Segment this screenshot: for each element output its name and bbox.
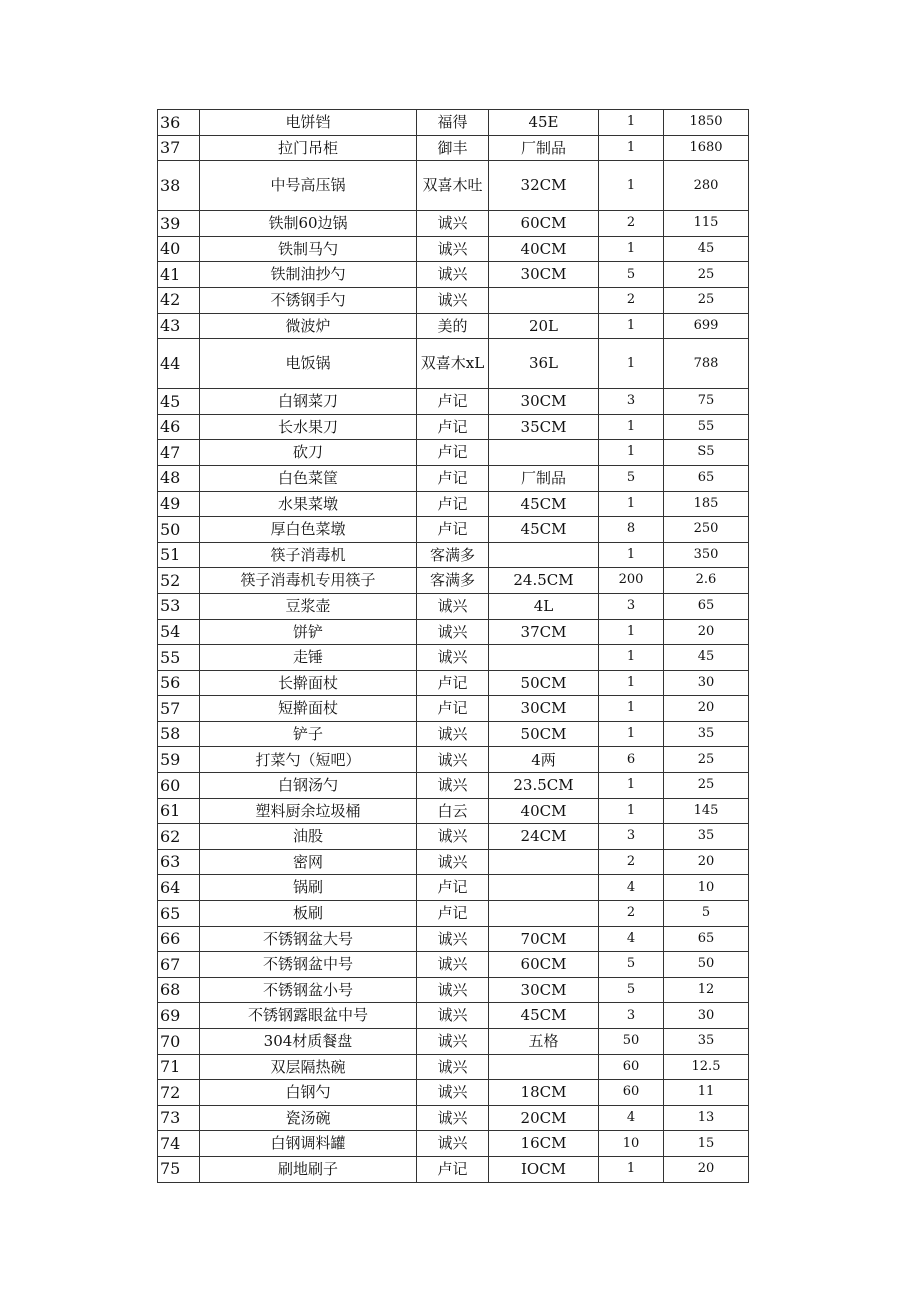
item-quantity: 200 [599, 568, 664, 594]
item-quantity: 8 [599, 517, 664, 543]
item-brand: 诚兴 [417, 262, 489, 288]
item-spec: 20CM [489, 1105, 599, 1131]
row-number: 75 [158, 1156, 200, 1182]
table-row [158, 389, 749, 415]
item-price: 30 [664, 1003, 749, 1029]
table-row [158, 1080, 749, 1106]
table-row [158, 773, 749, 799]
item-spec: 24.5CM [489, 568, 599, 594]
item-price: 250 [664, 517, 749, 543]
row-number: 51 [158, 542, 200, 568]
item-price: 185 [664, 491, 749, 517]
item-spec: 50CM [489, 670, 599, 696]
item-price: 1680 [664, 135, 749, 161]
item-price: 1850 [664, 110, 749, 136]
item-spec: 30CM [489, 389, 599, 415]
item-brand: 卢记 [417, 465, 489, 491]
row-number: 69 [158, 1003, 200, 1029]
item-brand: 客满多 [417, 542, 489, 568]
item-spec: 45CM [489, 491, 599, 517]
item-quantity: 2 [599, 849, 664, 875]
row-number: 50 [158, 517, 200, 543]
item-spec: 35CM [489, 414, 599, 440]
item-name: 塑料厨余垃圾桶 [200, 798, 417, 824]
row-number: 38 [158, 161, 200, 211]
item-brand: 诚兴 [417, 1029, 489, 1055]
row-number: 60 [158, 773, 200, 799]
item-price: 65 [664, 465, 749, 491]
item-quantity: 3 [599, 389, 664, 415]
item-quantity: 50 [599, 1029, 664, 1055]
table-row [158, 1105, 749, 1131]
item-price: 12.5 [664, 1054, 749, 1080]
table-row [158, 211, 749, 237]
item-price: S5 [664, 440, 749, 466]
item-brand: 卢记 [417, 1156, 489, 1182]
row-number: 73 [158, 1105, 200, 1131]
item-brand: 双喜木吐 [417, 161, 489, 211]
item-spec: 23.5CM [489, 773, 599, 799]
item-quantity: 6 [599, 747, 664, 773]
table-row [158, 1054, 749, 1080]
item-price: 50 [664, 952, 749, 978]
table-row [158, 798, 749, 824]
item-quantity: 10 [599, 1131, 664, 1157]
item-quantity: 1 [599, 542, 664, 568]
row-number: 64 [158, 875, 200, 901]
row-number: 46 [158, 414, 200, 440]
item-quantity: 1 [599, 773, 664, 799]
item-brand: 卢记 [417, 491, 489, 517]
item-price: 25 [664, 262, 749, 288]
item-name: 中号高压锅 [200, 161, 417, 211]
item-spec: 厂制品 [489, 465, 599, 491]
item-price: 11 [664, 1080, 749, 1106]
row-number: 49 [158, 491, 200, 517]
item-name: 铲子 [200, 721, 417, 747]
item-spec: 30CM [489, 696, 599, 722]
table-row [158, 414, 749, 440]
item-spec: 36L [489, 339, 599, 389]
item-quantity: 3 [599, 1003, 664, 1029]
table-row [158, 952, 749, 978]
table-row [158, 977, 749, 1003]
item-name: 拉门吊柜 [200, 135, 417, 161]
table-row [158, 875, 749, 901]
item-quantity: 1 [599, 645, 664, 671]
item-price: 20 [664, 619, 749, 645]
row-number: 44 [158, 339, 200, 389]
item-quantity: 5 [599, 952, 664, 978]
item-quantity: 1 [599, 440, 664, 466]
item-brand: 卢记 [417, 389, 489, 415]
table-row [158, 619, 749, 645]
item-quantity: 2 [599, 901, 664, 927]
item-price: 699 [664, 313, 749, 339]
item-name: 白钢菜刀 [200, 389, 417, 415]
item-price: 788 [664, 339, 749, 389]
table-row [158, 1029, 749, 1055]
item-name: 不锈钢盆小号 [200, 977, 417, 1003]
item-quantity: 60 [599, 1080, 664, 1106]
item-name: 板刷 [200, 901, 417, 927]
table-row [158, 161, 749, 211]
row-number: 40 [158, 236, 200, 262]
item-quantity: 1 [599, 619, 664, 645]
item-quantity: 1 [599, 721, 664, 747]
table-row [158, 568, 749, 594]
item-name: 油股 [200, 824, 417, 850]
item-quantity: 1 [599, 670, 664, 696]
item-name: 走锤 [200, 645, 417, 671]
item-name: 锅刷 [200, 875, 417, 901]
inventory-table [157, 109, 749, 1183]
table-row [158, 926, 749, 952]
item-price: 25 [664, 287, 749, 313]
item-brand: 诚兴 [417, 593, 489, 619]
item-brand: 卢记 [417, 517, 489, 543]
row-number: 70 [158, 1029, 200, 1055]
table-body [158, 110, 749, 1183]
row-number: 67 [158, 952, 200, 978]
table-row [158, 440, 749, 466]
item-quantity: 2 [599, 287, 664, 313]
item-price: 2.6 [664, 568, 749, 594]
item-spec: 32CM [489, 161, 599, 211]
item-price: 280 [664, 161, 749, 211]
item-price: 20 [664, 696, 749, 722]
item-price: 25 [664, 747, 749, 773]
row-number: 63 [158, 849, 200, 875]
item-name: 刷地刷子 [200, 1156, 417, 1182]
item-brand: 诚兴 [417, 773, 489, 799]
item-quantity: 3 [599, 824, 664, 850]
item-quantity: 1 [599, 798, 664, 824]
item-spec: 20L [489, 313, 599, 339]
table-row [158, 696, 749, 722]
row-number: 57 [158, 696, 200, 722]
item-price: 10 [664, 875, 749, 901]
item-spec: 45CM [489, 1003, 599, 1029]
item-spec: 45E [489, 110, 599, 136]
item-name: 电饼铛 [200, 110, 417, 136]
row-number: 65 [158, 901, 200, 927]
item-quantity: 1 [599, 313, 664, 339]
item-spec [489, 542, 599, 568]
item-brand: 诚兴 [417, 645, 489, 671]
item-brand: 诚兴 [417, 926, 489, 952]
item-brand: 卢记 [417, 670, 489, 696]
item-name: 白钢汤勺 [200, 773, 417, 799]
item-spec: 30CM [489, 977, 599, 1003]
item-price: 30 [664, 670, 749, 696]
item-price: 35 [664, 721, 749, 747]
item-name: 瓷汤碗 [200, 1105, 417, 1131]
item-price: 75 [664, 389, 749, 415]
item-brand: 卢记 [417, 875, 489, 901]
item-brand: 卢记 [417, 440, 489, 466]
row-number: 56 [158, 670, 200, 696]
item-quantity: 5 [599, 262, 664, 288]
row-number: 55 [158, 645, 200, 671]
item-brand: 诚兴 [417, 952, 489, 978]
item-spec: 70CM [489, 926, 599, 952]
item-name: 铁制马勺 [200, 236, 417, 262]
table-row [158, 1003, 749, 1029]
item-name: 304材质餐盘 [200, 1029, 417, 1055]
item-name: 水果菜墩 [200, 491, 417, 517]
item-spec [489, 901, 599, 927]
item-brand: 美的 [417, 313, 489, 339]
row-number: 45 [158, 389, 200, 415]
item-name: 不锈钢露眼盆中号 [200, 1003, 417, 1029]
item-quantity: 1 [599, 491, 664, 517]
item-brand: 诚兴 [417, 849, 489, 875]
item-spec: 40CM [489, 236, 599, 262]
item-name: 电饭锅 [200, 339, 417, 389]
table-row [158, 517, 749, 543]
item-name: 长擀面杖 [200, 670, 417, 696]
item-brand: 诚兴 [417, 747, 489, 773]
item-brand: 白云 [417, 798, 489, 824]
item-spec [489, 875, 599, 901]
item-quantity: 1 [599, 135, 664, 161]
item-name: 白色菜筐 [200, 465, 417, 491]
item-brand: 诚兴 [417, 1105, 489, 1131]
item-name: 不锈钢盆中号 [200, 952, 417, 978]
item-spec: 45CM [489, 517, 599, 543]
item-brand: 御丰 [417, 135, 489, 161]
table-row [158, 1156, 749, 1182]
item-brand: 客满多 [417, 568, 489, 594]
item-spec [489, 287, 599, 313]
item-quantity: 4 [599, 926, 664, 952]
table-row [158, 313, 749, 339]
item-spec: 60CM [489, 211, 599, 237]
item-price: 15 [664, 1131, 749, 1157]
item-name: 密网 [200, 849, 417, 875]
item-brand: 诚兴 [417, 721, 489, 747]
item-name: 厚白色菜墩 [200, 517, 417, 543]
row-number: 68 [158, 977, 200, 1003]
item-name: 白钢勺 [200, 1080, 417, 1106]
item-brand: 福得 [417, 110, 489, 136]
item-brand: 诚兴 [417, 1131, 489, 1157]
item-quantity: 4 [599, 1105, 664, 1131]
table-row [158, 721, 749, 747]
item-price: 20 [664, 849, 749, 875]
table-row [158, 287, 749, 313]
item-brand: 诚兴 [417, 619, 489, 645]
item-name: 短擀面杖 [200, 696, 417, 722]
table-row [158, 670, 749, 696]
row-number: 43 [158, 313, 200, 339]
row-number: 61 [158, 798, 200, 824]
row-number: 39 [158, 211, 200, 237]
item-price: 35 [664, 1029, 749, 1055]
item-spec [489, 849, 599, 875]
item-spec: 40CM [489, 798, 599, 824]
item-spec: 30CM [489, 262, 599, 288]
item-price: 13 [664, 1105, 749, 1131]
item-name: 砍刀 [200, 440, 417, 466]
item-spec: 五格 [489, 1029, 599, 1055]
item-brand: 卢记 [417, 901, 489, 927]
row-number: 42 [158, 287, 200, 313]
item-name: 不锈钢手勺 [200, 287, 417, 313]
item-spec: 4两 [489, 747, 599, 773]
item-price: 12 [664, 977, 749, 1003]
item-name: 长水果刀 [200, 414, 417, 440]
item-quantity: 1 [599, 339, 664, 389]
item-name: 铁制60边锅 [200, 211, 417, 237]
item-price: 5 [664, 901, 749, 927]
item-brand: 诚兴 [417, 977, 489, 1003]
item-price: 145 [664, 798, 749, 824]
row-number: 48 [158, 465, 200, 491]
item-brand: 诚兴 [417, 824, 489, 850]
item-price: 45 [664, 645, 749, 671]
item-name: 筷子消毒机 [200, 542, 417, 568]
item-quantity: 1 [599, 414, 664, 440]
table-row [158, 901, 749, 927]
item-quantity: 5 [599, 465, 664, 491]
item-brand: 诚兴 [417, 287, 489, 313]
item-price: 20 [664, 1156, 749, 1182]
row-number: 72 [158, 1080, 200, 1106]
row-number: 36 [158, 110, 200, 136]
item-spec: 50CM [489, 721, 599, 747]
row-number: 54 [158, 619, 200, 645]
item-quantity: 4 [599, 875, 664, 901]
table-row [158, 1131, 749, 1157]
table-row [158, 645, 749, 671]
item-brand: 诚兴 [417, 236, 489, 262]
item-price: 115 [664, 211, 749, 237]
row-number: 62 [158, 824, 200, 850]
row-number: 59 [158, 747, 200, 773]
item-quantity: 3 [599, 593, 664, 619]
item-spec: 16CM [489, 1131, 599, 1157]
item-quantity: 2 [599, 211, 664, 237]
item-spec: 4L [489, 593, 599, 619]
item-brand: 诚兴 [417, 211, 489, 237]
row-number: 53 [158, 593, 200, 619]
row-number: 37 [158, 135, 200, 161]
item-quantity: 1 [599, 161, 664, 211]
item-price: 350 [664, 542, 749, 568]
table-row [158, 491, 749, 517]
item-price: 55 [664, 414, 749, 440]
table-row [158, 236, 749, 262]
row-number: 71 [158, 1054, 200, 1080]
item-name: 筷子消毒机专用筷子 [200, 568, 417, 594]
table-row [158, 110, 749, 136]
row-number: 52 [158, 568, 200, 594]
table-row [158, 135, 749, 161]
item-brand: 双喜木xL [417, 339, 489, 389]
item-name: 微波炉 [200, 313, 417, 339]
item-name: 豆浆壶 [200, 593, 417, 619]
row-number: 66 [158, 926, 200, 952]
table-row [158, 542, 749, 568]
item-spec: 24CM [489, 824, 599, 850]
item-brand: 卢记 [417, 414, 489, 440]
item-spec: 厂制品 [489, 135, 599, 161]
table-row [158, 465, 749, 491]
item-spec: 18CM [489, 1080, 599, 1106]
row-number: 41 [158, 262, 200, 288]
item-name: 饼铲 [200, 619, 417, 645]
item-name: 双层隔热碗 [200, 1054, 417, 1080]
table-row [158, 824, 749, 850]
table-row [158, 849, 749, 875]
table-row [158, 593, 749, 619]
item-name: 铁制油抄勺 [200, 262, 417, 288]
item-quantity: 5 [599, 977, 664, 1003]
item-price: 65 [664, 593, 749, 619]
table-row [158, 339, 749, 389]
item-name: 不锈钢盆大号 [200, 926, 417, 952]
item-name: 白钢调料罐 [200, 1131, 417, 1157]
item-price: 25 [664, 773, 749, 799]
item-spec: IOCM [489, 1156, 599, 1182]
item-price: 35 [664, 824, 749, 850]
table-row [158, 747, 749, 773]
item-quantity: 1 [599, 110, 664, 136]
item-quantity: 60 [599, 1054, 664, 1080]
item-spec [489, 1054, 599, 1080]
item-spec [489, 440, 599, 466]
item-brand: 卢记 [417, 696, 489, 722]
item-brand: 诚兴 [417, 1054, 489, 1080]
item-name: 打菜勺（短吧） [200, 747, 417, 773]
item-quantity: 1 [599, 696, 664, 722]
item-quantity: 1 [599, 1156, 664, 1182]
row-number: 74 [158, 1131, 200, 1157]
item-spec: 37CM [489, 619, 599, 645]
item-spec: 60CM [489, 952, 599, 978]
item-price: 45 [664, 236, 749, 262]
item-brand: 诚兴 [417, 1080, 489, 1106]
item-brand: 诚兴 [417, 1003, 489, 1029]
row-number: 58 [158, 721, 200, 747]
item-price: 65 [664, 926, 749, 952]
row-number: 47 [158, 440, 200, 466]
item-spec [489, 645, 599, 671]
table-row [158, 262, 749, 288]
item-quantity: 1 [599, 236, 664, 262]
